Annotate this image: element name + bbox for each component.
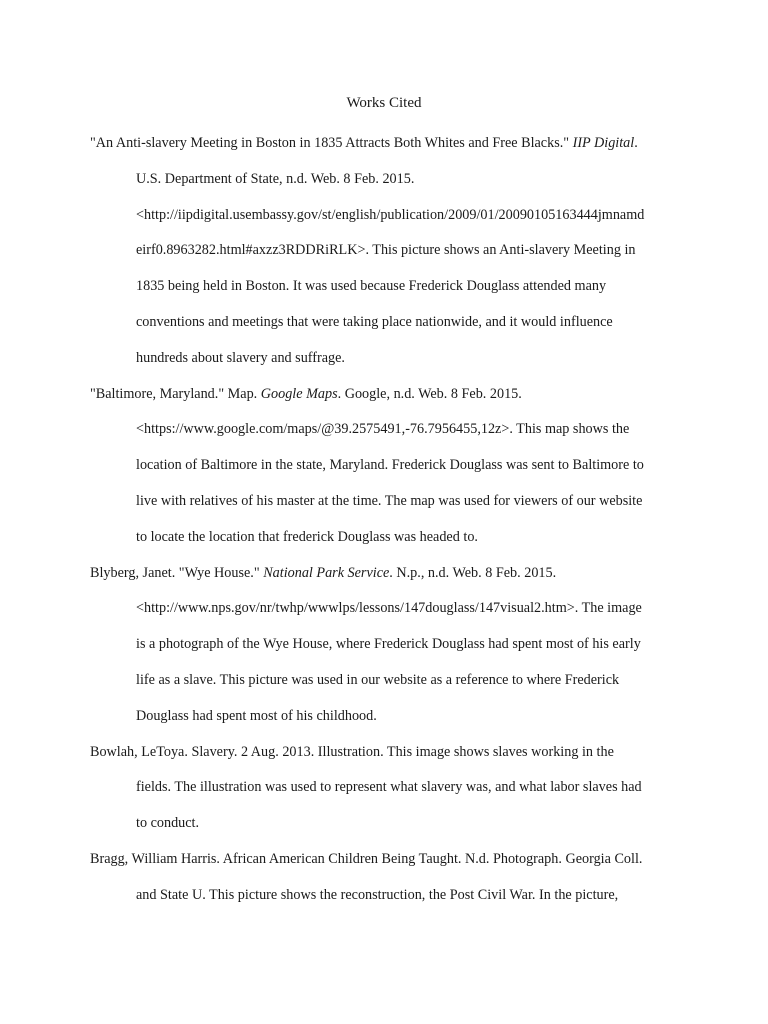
citation-title-italic: IIP Digital (572, 135, 635, 151)
citation-text: . Google, n.d. Web. 8 Feb. 2015. (337, 385, 522, 402)
citation-text: conventions and meetings that were taking place nationwide, and it would influence (136, 313, 613, 330)
citation-text: . N.p., n.d. Web. 8 Feb. 2015. (389, 564, 557, 581)
citation-text: Blyberg, Janet. "Wye House." (90, 564, 264, 581)
citation-text: <http://iipdigital.usembassy.gov/st/english/publication/2009/01/20090105163444jmnamd (136, 206, 645, 223)
citation-continuation-line (136, 520, 690, 556)
citation-continuation-line (136, 448, 690, 484)
citation-title-italic: National Park Service (263, 564, 390, 581)
citation-continuation-line (136, 269, 690, 305)
citation-continuation-line (136, 770, 690, 806)
citation-text: 1835 being held in Boston. It was used because Frederick Douglass attended many (136, 278, 607, 295)
citation-entry (90, 377, 690, 556)
citation-first-line (90, 556, 690, 592)
citation-text: <http://www.nps.gov/nr/twhp/wwwlps/lessons/147douglass/147visual2.htm>. The image (136, 600, 642, 617)
citation-text: Bowlah, LeToya. Slavery. 2 Aug. 2013. Illustration. This image shows slaves working in the (90, 743, 614, 760)
citation-continuation-line (136, 806, 690, 842)
citation-first-line (90, 377, 690, 413)
citation-text: Douglass had spent most of his childhood. (136, 707, 377, 724)
citation-text: to conduct. (136, 815, 200, 832)
citation-text: is a photograph of the Wye House, where Frederick Douglass had spent most of his early (136, 636, 641, 653)
citation-entry (90, 735, 690, 842)
citation-text: Bragg, William Harris. African American Children Being Taught. N.d. Photograph. Georgia Coll. (90, 850, 643, 867)
citation-continuation-line (136, 198, 690, 234)
citation-continuation-line (136, 305, 690, 341)
citation-first-line (90, 842, 690, 878)
citation-continuation-line (136, 627, 690, 663)
citation-entry (90, 556, 690, 735)
citation-continuation-line (136, 591, 690, 627)
citation-text: location of Baltimore in the state, Maryland. Frederick Douglass was sent to Baltimore to (136, 457, 644, 474)
citation-first-line (90, 126, 690, 162)
citation-text: "Baltimore, Maryland." Map. (90, 385, 261, 402)
citation-continuation-line (136, 663, 690, 699)
citation-text: to locate the location that frederick Douglass was headed to. (136, 528, 478, 545)
works-cited-list (90, 126, 690, 914)
citation-title-italic: Google Maps (260, 385, 338, 402)
citation-text: live with relatives of his master at the time. The map was used for viewers of our website (136, 492, 643, 509)
citation-text: <https://www.google.com/maps/@39.2575491,-76.7956455,12z>. This map shows the (136, 421, 630, 438)
citation-first-line (90, 735, 690, 771)
citation-text: eirf0.8963282.html#axzz3RDDRiRLK>. This picture shows an Anti-slavery Meeting in (136, 242, 636, 259)
citation-text: life as a slave. This picture was used in our website as a reference to where Frederick (136, 671, 620, 688)
citation-text: "An Anti-slavery Meeting in Boston in 1835 Attracts Both Whites and Free Blacks." (90, 135, 573, 151)
citation-continuation-line (136, 699, 690, 735)
citation-text: fields. The illustration was used to represent what slavery was, and what labor slaves had (136, 779, 642, 796)
citation-continuation-line (136, 878, 690, 914)
citation-text: U.S. Department of State, n.d. Web. 8 Feb. 2015. (136, 170, 415, 187)
citation-entry (90, 842, 690, 914)
citation-text: and State U. This picture shows the reconstruction, the Post Civil War. In the picture, (136, 886, 619, 903)
citation-text: hundreds about slavery and suffrage. (136, 349, 345, 366)
page-title: Works Cited (346, 95, 422, 111)
citation-continuation-line (136, 341, 690, 377)
citation-text: . (634, 135, 638, 151)
citation-continuation-line (136, 412, 690, 448)
citation-entry (90, 126, 690, 377)
citation-continuation-line (136, 162, 690, 198)
citation-continuation-line (136, 233, 690, 269)
citation-continuation-line (136, 484, 690, 520)
